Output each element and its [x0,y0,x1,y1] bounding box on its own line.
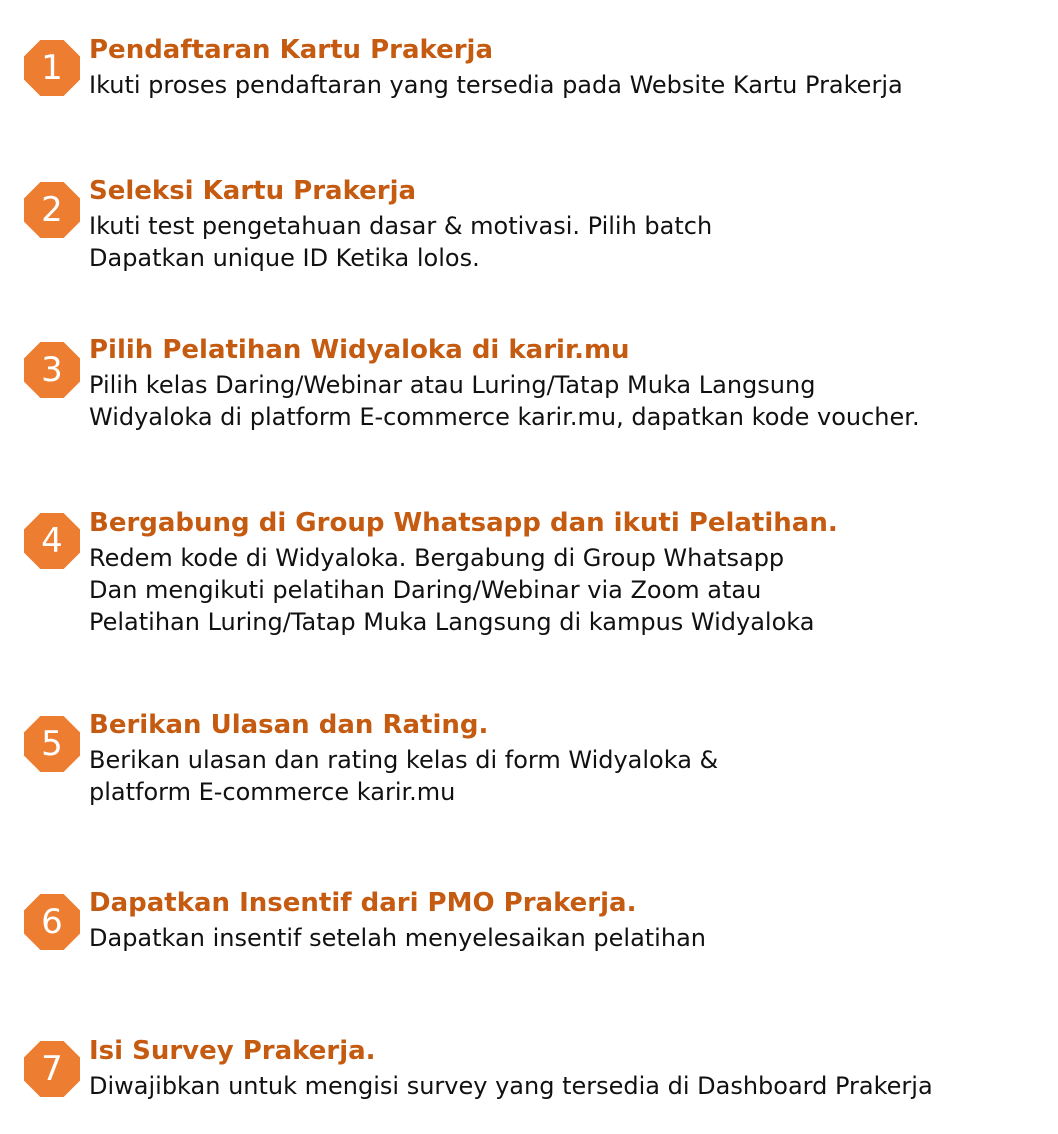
step-description-line: Dapatkan unique ID Ketika lolos. [89,244,480,272]
step-title: Berikan Ulasan dan Rating. [89,710,489,740]
step-badge [24,513,80,569]
step-description-line: Dan mengikuti pelatihan Daring/Webinar via Zoom atau [89,576,762,604]
step-description-line: Widyaloka di platform E-commerce karir.mu, dapatkan kode voucher. [89,403,920,431]
step-description-line: Dapatkan insentif setelah menyelesaikan pelatihan [89,924,706,952]
step-number: 4 [41,521,63,561]
step-number: 5 [41,724,63,764]
step-number: 6 [41,902,63,942]
step-title: Pendaftaran Kartu Prakerja [89,35,494,65]
step-badge [24,716,80,772]
step-number: 3 [41,350,63,390]
step-description-line: Ikuti proses pendaftaran yang tersedia pada Website Kartu Prakerja [89,71,903,99]
step-description-line: Berikan ulasan dan rating kelas di form Widyaloka & [89,746,719,774]
step-number: 2 [41,190,63,230]
step-badge [24,1041,80,1097]
step-badge [24,894,80,950]
step-number: 1 [41,48,63,88]
step-title: Pilih Pelatihan Widyaloka di karir.mu [89,335,630,365]
step-badge [24,40,80,96]
step-description-line: platform E-commerce karir.mu [89,778,456,806]
step-description-line: Redem kode di Widyaloka. Bergabung di Group Whatsapp [89,544,785,572]
step-badge [24,182,80,238]
step-title: Isi Survey Prakerja. [89,1036,376,1066]
step-description-line: Pilih kelas Daring/Webinar atau Luring/Tatap Muka Langsung [89,371,816,399]
step-title: Seleksi Kartu Prakerja [89,176,417,206]
step-badge [24,342,80,398]
step-description-line: Diwajibkan untuk mengisi survey yang tersedia di Dashboard Prakerja [89,1072,933,1100]
step-description-line: Ikuti test pengetahuan dasar & motivasi. Pilih batch [89,212,713,240]
step-title: Dapatkan Insentif dari PMO Prakerja. [89,888,637,918]
step-title: Bergabung di Group Whatsapp dan ikuti Pelatihan. [89,508,838,538]
step-number: 7 [41,1049,63,1089]
step-description-line: Pelatihan Luring/Tatap Muka Langsung di kampus Widyaloka [89,608,815,636]
